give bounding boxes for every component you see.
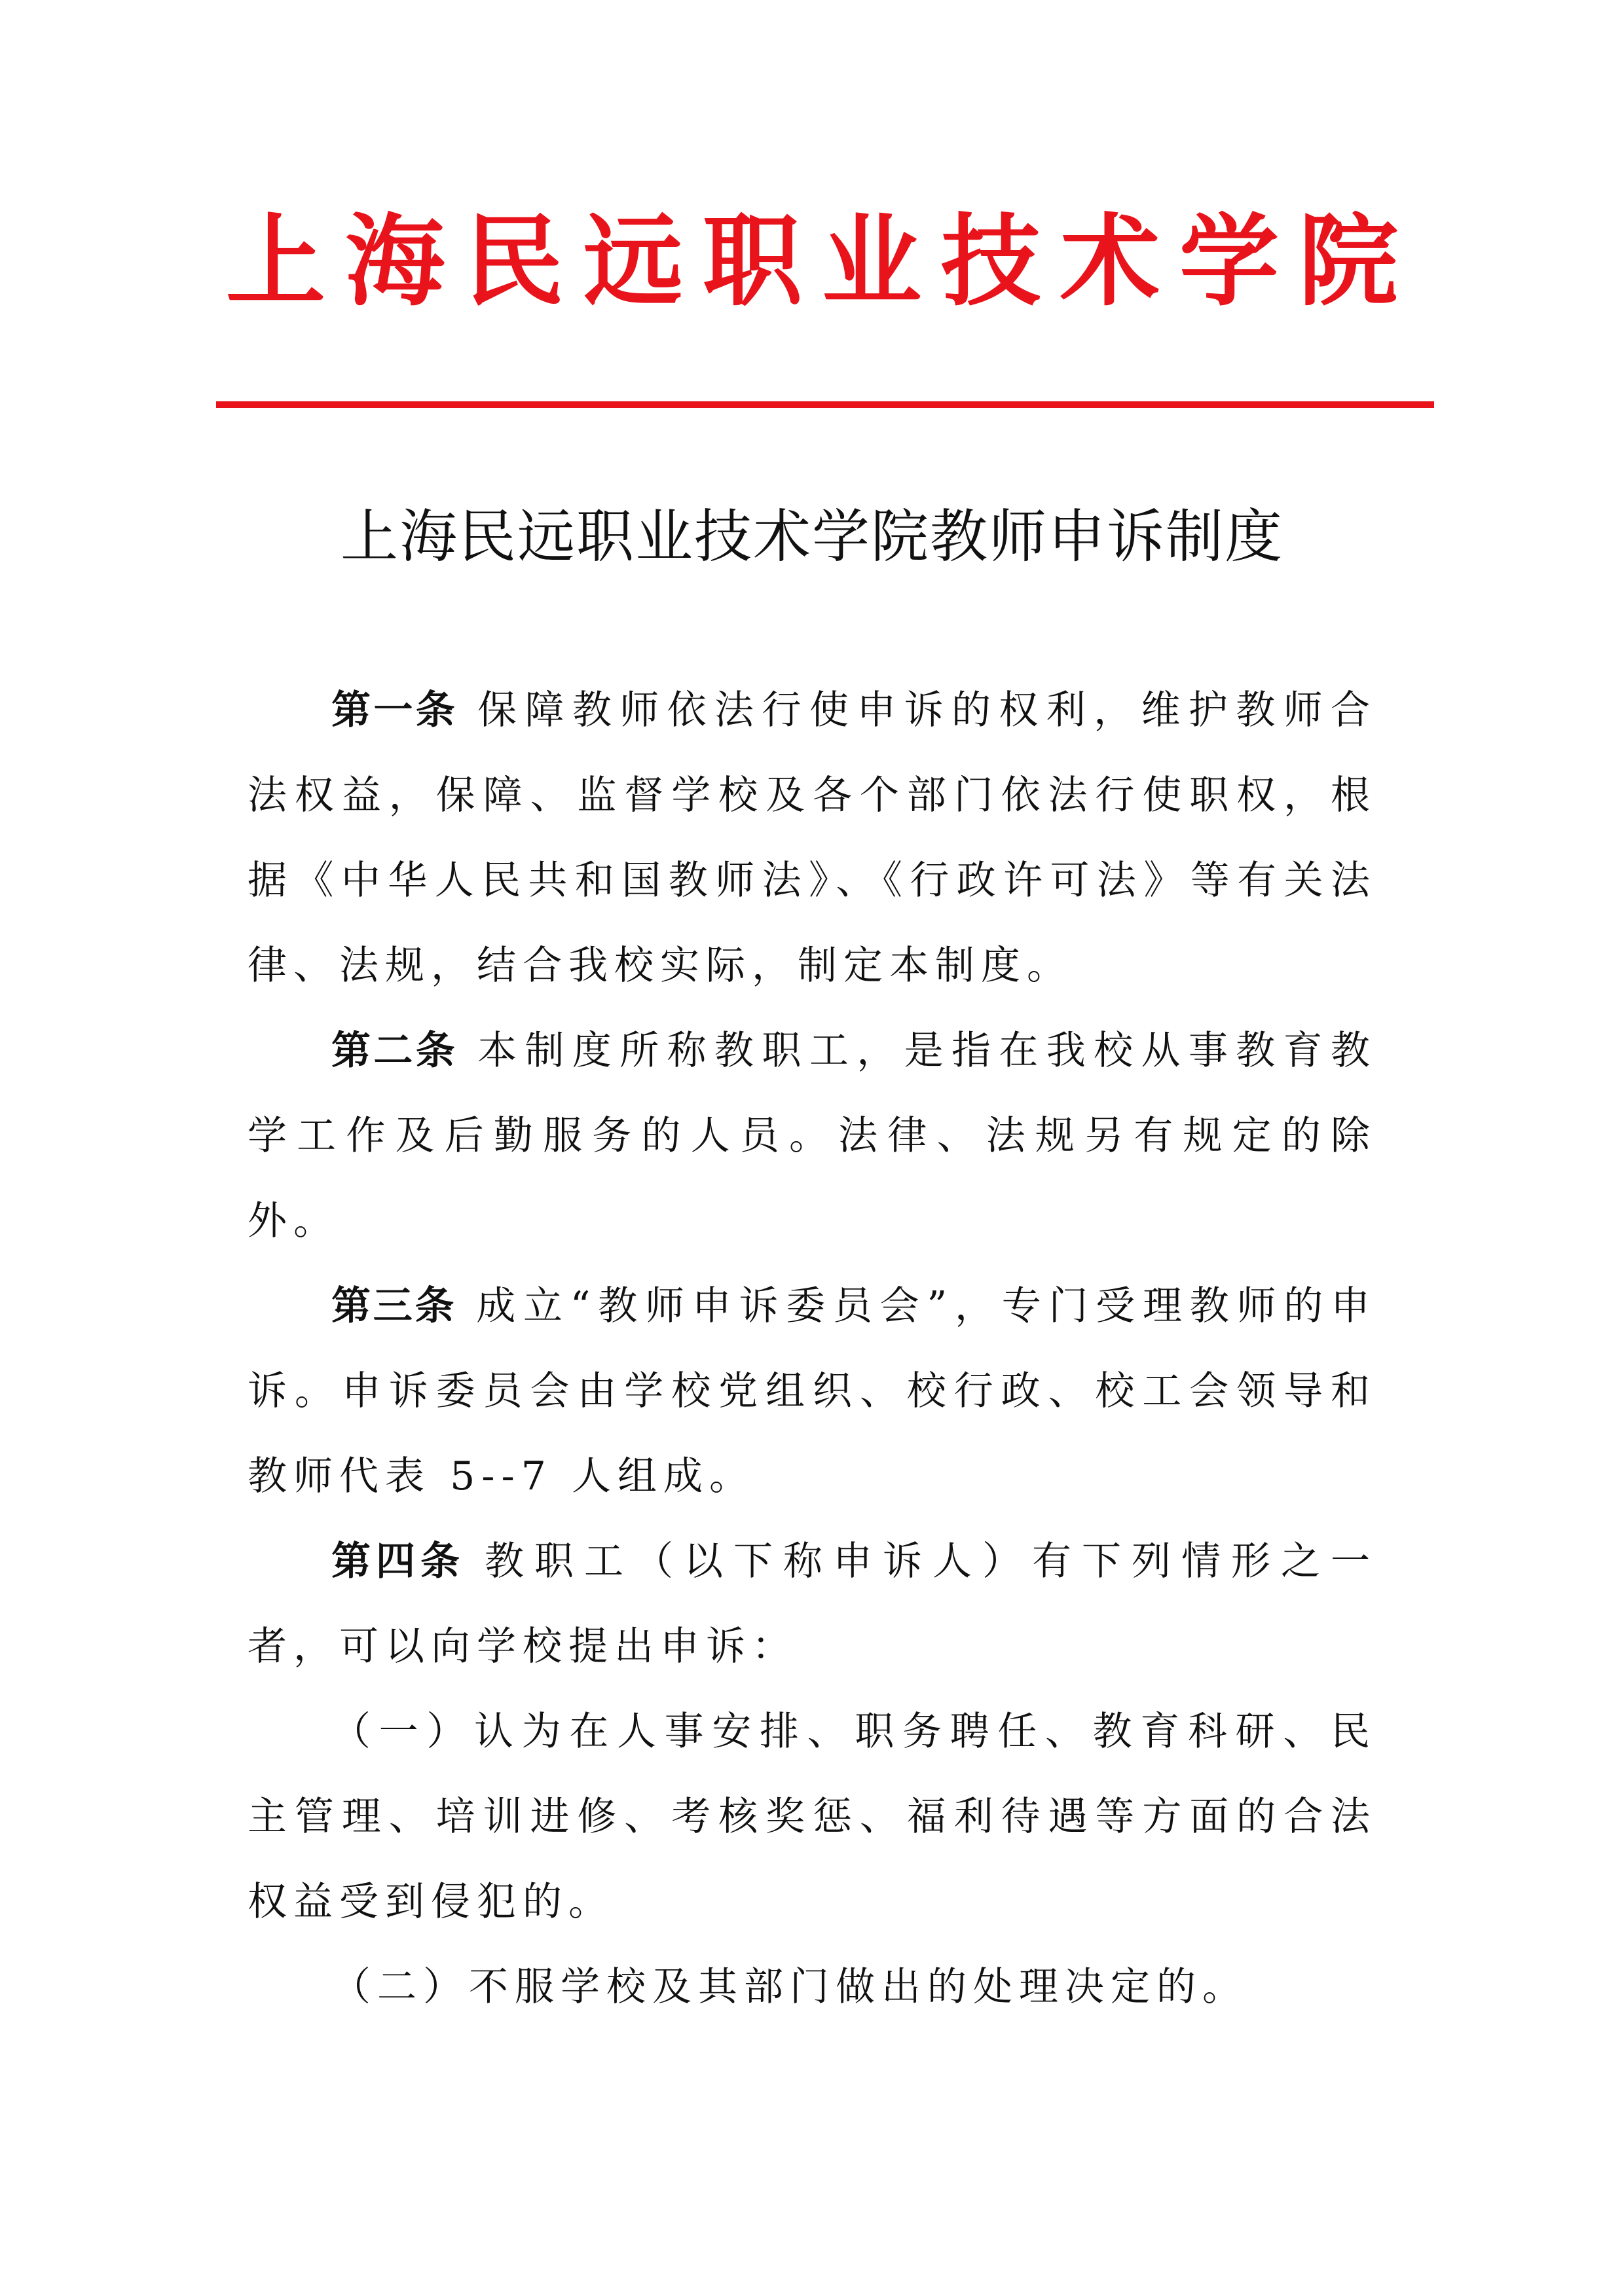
- document-body: [248, 668, 1376, 2030]
- article-label: 第二条: [331, 1028, 458, 1074]
- letterhead: [0, 196, 1624, 327]
- article-label: 第一条: [331, 687, 458, 733]
- article-4: [248, 1519, 1376, 1689]
- clause-1: [248, 1689, 1376, 1944]
- article-3: [248, 1264, 1376, 1519]
- article-text: 保障教师依法行使申诉的权利，维护教师合法权益，保障、监督学校及各个部门依法行使职权，根据《中华人民共和国教师法》、《行政许可法》等有关法律、法规，结合我校实际，制定本制度。: [248, 687, 1377, 989]
- article-label: 第四条: [331, 1539, 465, 1584]
- clause-text: （一）认为在人事安排、职务聘任、教育科研、民主管理、培训进修、考核奖惩、福利待遇等方面的合法权益受到侵犯的。: [248, 1709, 1376, 1925]
- document-title: 上海民远职业技术学院教师申诉制度: [340, 503, 1283, 570]
- article-2: [248, 1008, 1376, 1264]
- article-1: [248, 668, 1376, 1008]
- clause-2: [248, 1944, 1376, 2030]
- letterhead-divider: [216, 401, 1434, 408]
- article-text: 教职工（以下称申诉人）有下列情形之一者，可以向学校提出申诉：: [248, 1539, 1376, 1669]
- article-label: 第三条: [331, 1283, 457, 1329]
- article-text: 本制度所称教职工，是指在我校从事教育教学工作及后勤服务的人员。法律、法规另有规定的除外。: [248, 1028, 1377, 1244]
- article-text: 成立“教师申诉委员会”，专门受理教师的申诉。申诉委员会由学校党组织、校行政、校工会领导和教师代表 5--7 人组成。: [248, 1283, 1376, 1499]
- clause-text: （二）不服学校及其部门做出的处理决定的。: [331, 1964, 1248, 2010]
- letterhead-org-name: 上海民远职业技术学院: [226, 204, 1418, 319]
